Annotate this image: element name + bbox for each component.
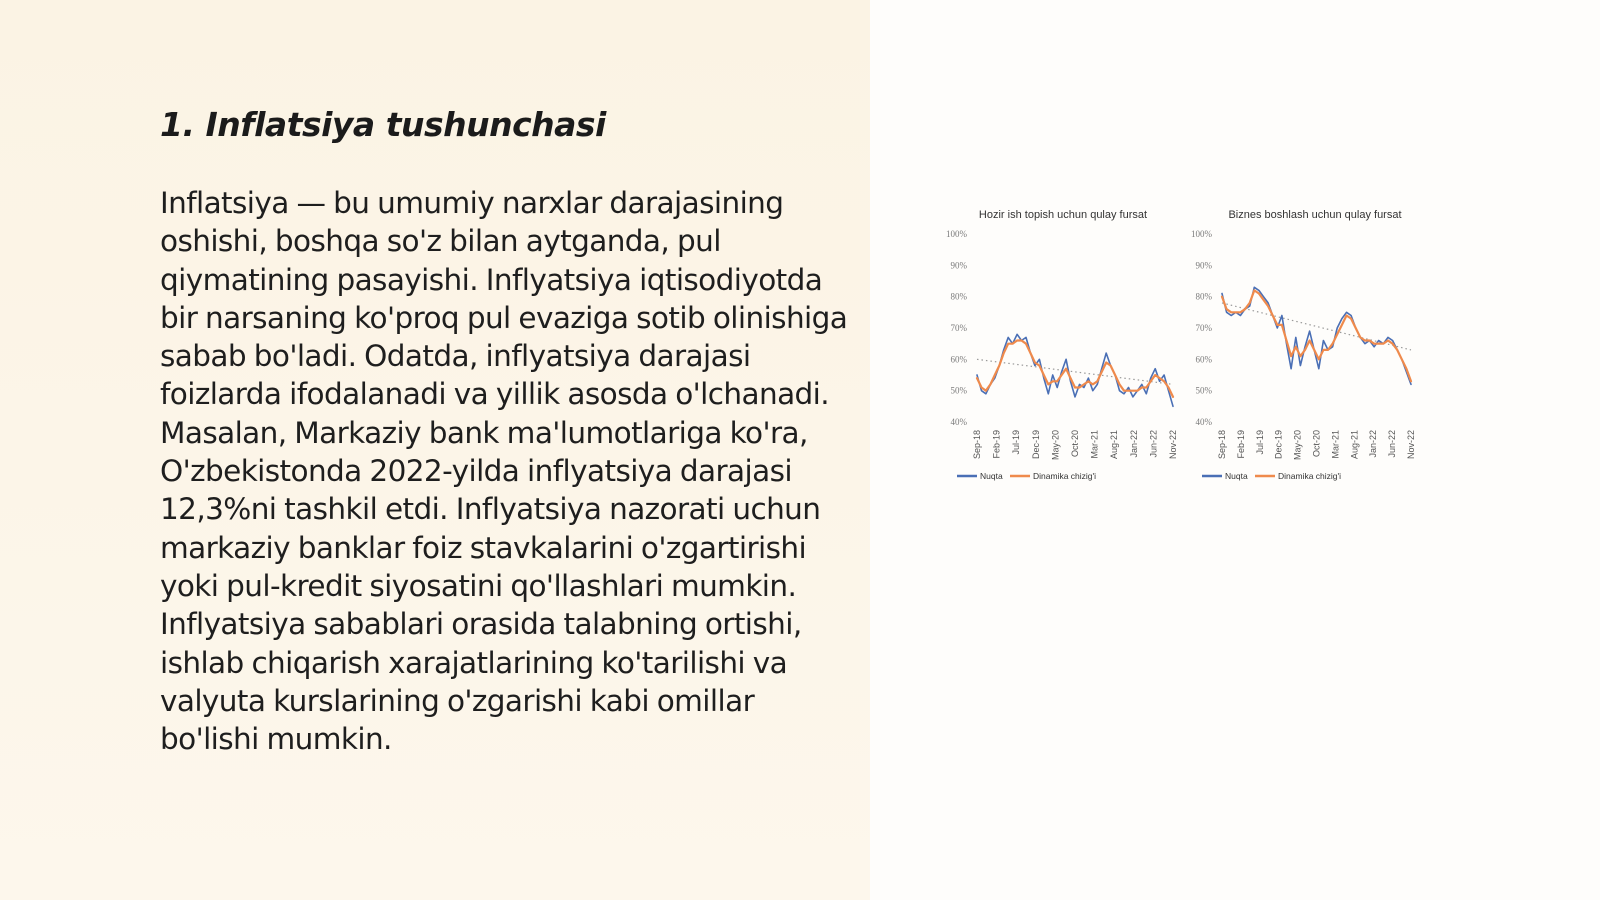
chart-2-x-tick: Dec-19 <box>1273 430 1284 460</box>
chart-1-y-tick: 90% <box>950 260 967 271</box>
chart-2-title: Biznes boshlash uchun qulay fursat <box>1228 209 1402 221</box>
chart-1-y-tick: 80% <box>950 291 967 302</box>
chart-1-x-tick: Feb-19 <box>991 430 1002 459</box>
chart-1-x-tick: Jun-22 <box>1148 430 1159 458</box>
chart-2-y-tick: 70% <box>1195 323 1212 333</box>
chart-1-series-dinamika-line <box>977 341 1173 397</box>
chart-2-x-tick: Mar-21 <box>1330 430 1341 459</box>
chart-1-x-tick: Nov-22 <box>1168 430 1178 460</box>
chart-1-title: Hozir ish topish uchun qulay fursat <box>978 209 1148 221</box>
chart-1-y-tick: 50% <box>950 385 967 396</box>
charts-svg <box>945 208 1445 498</box>
chart-1-x-tick: Mar-21 <box>1089 430 1100 459</box>
chart-2-x-tick: Jun-22 <box>1387 430 1398 458</box>
chart-2-y-tick: 50% <box>1195 385 1212 396</box>
chart-1-y-tick: 60% <box>950 354 967 365</box>
chart-1-x-tick: May-20 <box>1050 430 1061 461</box>
chart-2-y-tick: 90% <box>1195 260 1212 271</box>
chart-2-y-tick: 100% <box>1191 229 1212 239</box>
chart-2-x-tick: Aug-21 <box>1349 430 1360 460</box>
chart-2-y-tick: 60% <box>1195 354 1212 365</box>
chart-2-x-tick: Feb-19 <box>1235 430 1246 459</box>
chart-2-y-tick: 40% <box>1195 417 1212 427</box>
chart-2-x-tick: Oct-20 <box>1311 430 1322 458</box>
chart-2-legend-label-dinamika: Dinamika chizig'i <box>1278 471 1342 481</box>
chart-1-x-tick: Jul-19 <box>1011 430 1022 455</box>
chart-2-x-tick: Sep-18 <box>1217 430 1227 460</box>
chart-1-x-tick: Dec-19 <box>1030 430 1041 460</box>
charts-figure <box>945 208 1445 498</box>
chart-2-x-tick: Nov-22 <box>1406 430 1416 460</box>
chart-2-legend-label-nuqta: Nuqta <box>1225 471 1248 481</box>
chart-1-x-tick: Aug-21 <box>1109 430 1120 460</box>
chart-1-x-tick: Sep-18 <box>972 430 982 460</box>
chart-1-legend-label-dinamika: Dinamika chizig'i <box>1033 471 1097 481</box>
chart-2-x-tick: Jul-19 <box>1254 430 1265 455</box>
chart-1-trendline <box>977 359 1173 384</box>
chart-2-x-tick: Jan-22 <box>1368 430 1379 458</box>
chart-1-y-tick: 100% <box>946 229 967 239</box>
chart-1-x-tick: Oct-20 <box>1070 430 1080 458</box>
chart-1-legend-label-nuqta: Nuqta <box>980 471 1003 481</box>
chart-1-y-tick: 40% <box>950 417 967 427</box>
chart-1-y-tick: 70% <box>950 323 967 333</box>
chart-1-x-tick: Jan-22 <box>1128 430 1139 458</box>
slide-title: 1. Inflatsiya tushunchasi <box>160 105 606 144</box>
chart-2-x-tick: May-20 <box>1292 430 1303 461</box>
slide-body-text: Inflatsiya — bu umumiy narxlar darajasining oshishi, boshqa so'z bilan aytganda, pul qiymatining pasayishi. Inflyatsiya iqtisodiyotda bir narsaning ko'proq pul evaziga sotib olinishiga sabab bo'ladi. Odatda, inflyatsiya darajasi foizlarda ifodalanadi va yillik asosda o'lchanadi. Masalan, Markaziy bank ma'lumotlariga ko'ra, O'zbekistonda 2022-yilda inflyatsiya darajasi 12,3%ni tashkil etdi. Inflyatsiya nazorati uchun markaziy banklar foiz stavkalarini o'zgartirishi yoki pul-kredit siyosatini qo'llashlari mumkin. Inflyatsiya sabablari orasida talabning ortishi, ishlab chiqarish xarajatlarining ko'tarilishi va valyuta kurslarining o'zgarishi kabi omillar bo'lishi mumkin. <box>160 186 848 757</box>
chart-2-y-tick: 80% <box>1195 291 1212 302</box>
